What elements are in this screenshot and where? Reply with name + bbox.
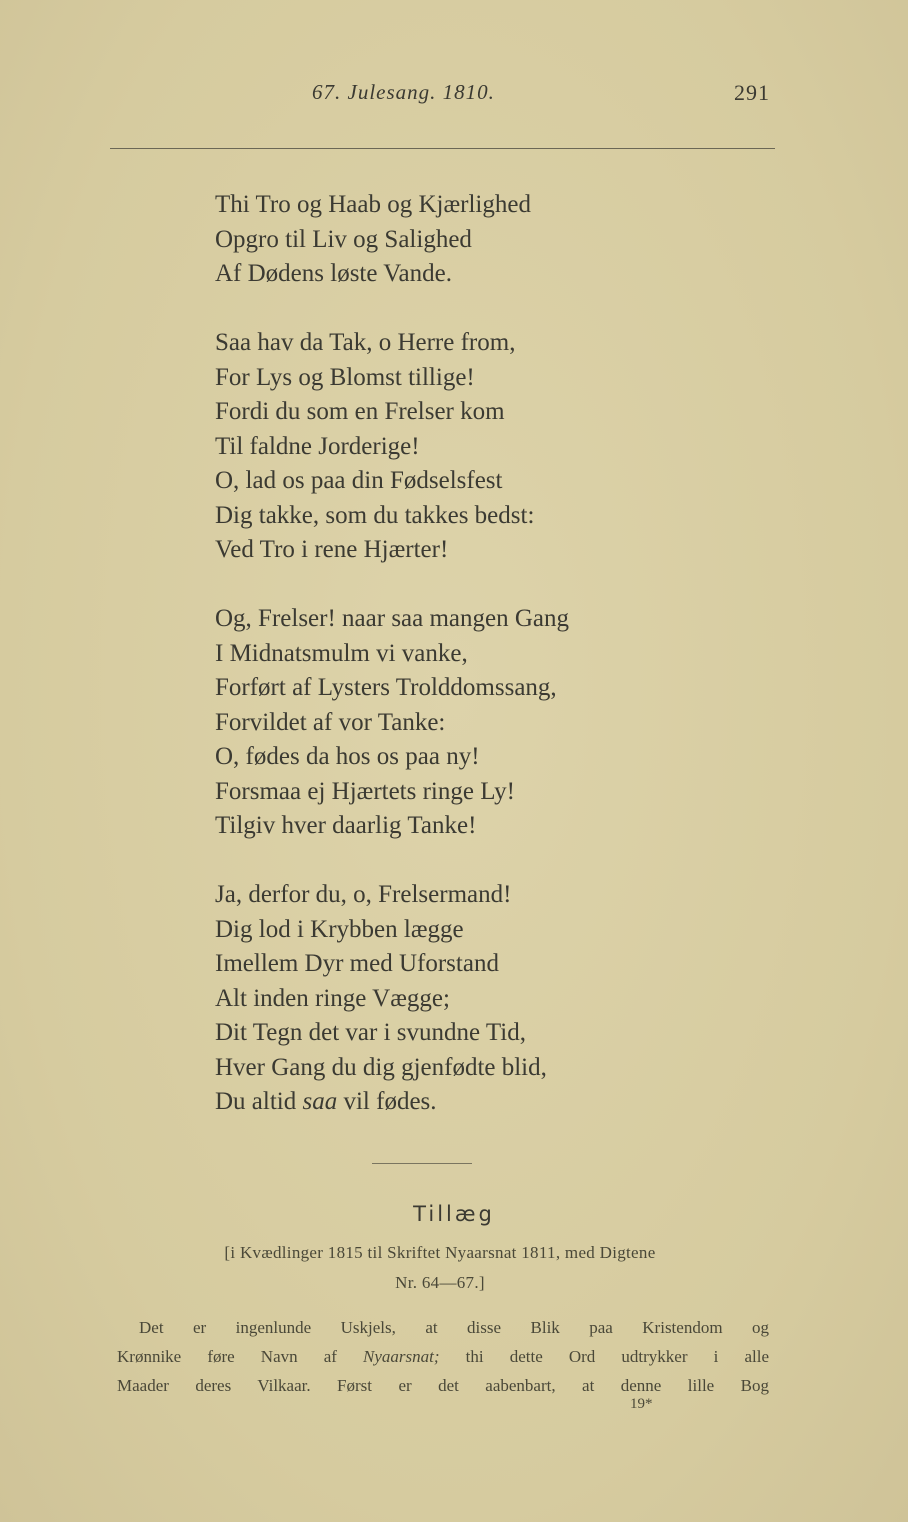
poem-line: Og, Frelser! naar saa mangen Gang <box>215 605 570 632</box>
prose-line: Maader deres Vilkaar. Først er det aabenbart, at denne lille Bog <box>117 1376 769 1395</box>
poem-line: Dit Tegn det var i svundne Tid, <box>215 1019 526 1046</box>
poem-line: Til faldne Jorderige! <box>215 432 420 460</box>
page-number: 291 <box>734 80 770 105</box>
poem-line: O, fødes da hos os paa ny! <box>215 743 480 770</box>
appendix-prose <box>117 1313 769 1400</box>
poem-line: Dig lod i Krybben lægge <box>215 915 464 943</box>
text: Krønnike føre Navn af <box>117 1347 364 1366</box>
subtitle-line: [i Kvædlinger 1815 til Skriftet Nyaarsnat 1811, med Digtene <box>224 1243 656 1262</box>
poem-line: For Lys og Blomst tillige! <box>215 363 475 391</box>
running-title: 67. Julesang. 1810. <box>312 80 495 104</box>
poem-line: Ved Tro i rene Hjærter! <box>215 536 449 563</box>
text: Du altid <box>215 1088 303 1115</box>
signature-mark: 19* <box>630 1396 653 1412</box>
stanza <box>215 602 569 844</box>
italic-word: saa <box>302 1088 338 1115</box>
poem-line: Af Dødens løste Vande. <box>215 260 452 287</box>
poem-line: Opgro til Liv og Salighed <box>215 225 472 253</box>
poem-line: O, lad os paa din Fødselsfest <box>215 467 503 494</box>
prose-line <box>117 1342 769 1371</box>
poem-line: Dig takke, som du takkes bedst: <box>215 501 535 529</box>
poem-line: Tilgiv hver daarlig Tanke! <box>215 812 477 839</box>
text: vil fødes. <box>337 1088 437 1115</box>
poem-line: I Midnatsmulm vi vanke, <box>215 639 468 667</box>
poem-line: Ja, derfor du, o, Frelsermand! <box>215 881 512 908</box>
poem-line: Forvildet af vor Tanke: <box>215 708 446 736</box>
poem-line: Hver Gang du dig gjenfødte blid, <box>215 1053 547 1081</box>
poem-line <box>215 1085 569 1120</box>
header-rule <box>110 148 775 149</box>
stanza <box>215 878 569 1120</box>
text: thi dette Ord udtrykker i alle <box>439 1347 769 1366</box>
poem-line: Imellem Dyr med Uforstand <box>215 950 499 977</box>
appendix-subtitle <box>112 1238 768 1298</box>
poem-line: Thi Tro og Haab og Kjærlighed <box>215 191 531 218</box>
subtitle-line: Nr. 64—67.] <box>395 1273 485 1292</box>
poem-line: Alt inden ringe Vægge; <box>215 984 450 1012</box>
poem-line: Forsmaa ej Hjærtets ringe Ly! <box>215 777 515 805</box>
stanza <box>215 326 569 568</box>
italic-word: Nyaarsnat; <box>363 1347 440 1366</box>
stanza <box>215 188 569 292</box>
poem <box>215 188 569 1154</box>
poem-line: Forført af Lysters Trolddomssang, <box>215 674 557 701</box>
appendix-title: Tillæg <box>413 1202 495 1226</box>
poem-line: Fordi du som en Frelser kom <box>215 398 505 425</box>
prose-line: Det er ingenlunde Uskjels, at disse Blik paa Kristendom og <box>139 1318 769 1337</box>
section-separator <box>372 1163 472 1164</box>
poem-line: Saa hav da Tak, o Herre from, <box>215 329 516 356</box>
